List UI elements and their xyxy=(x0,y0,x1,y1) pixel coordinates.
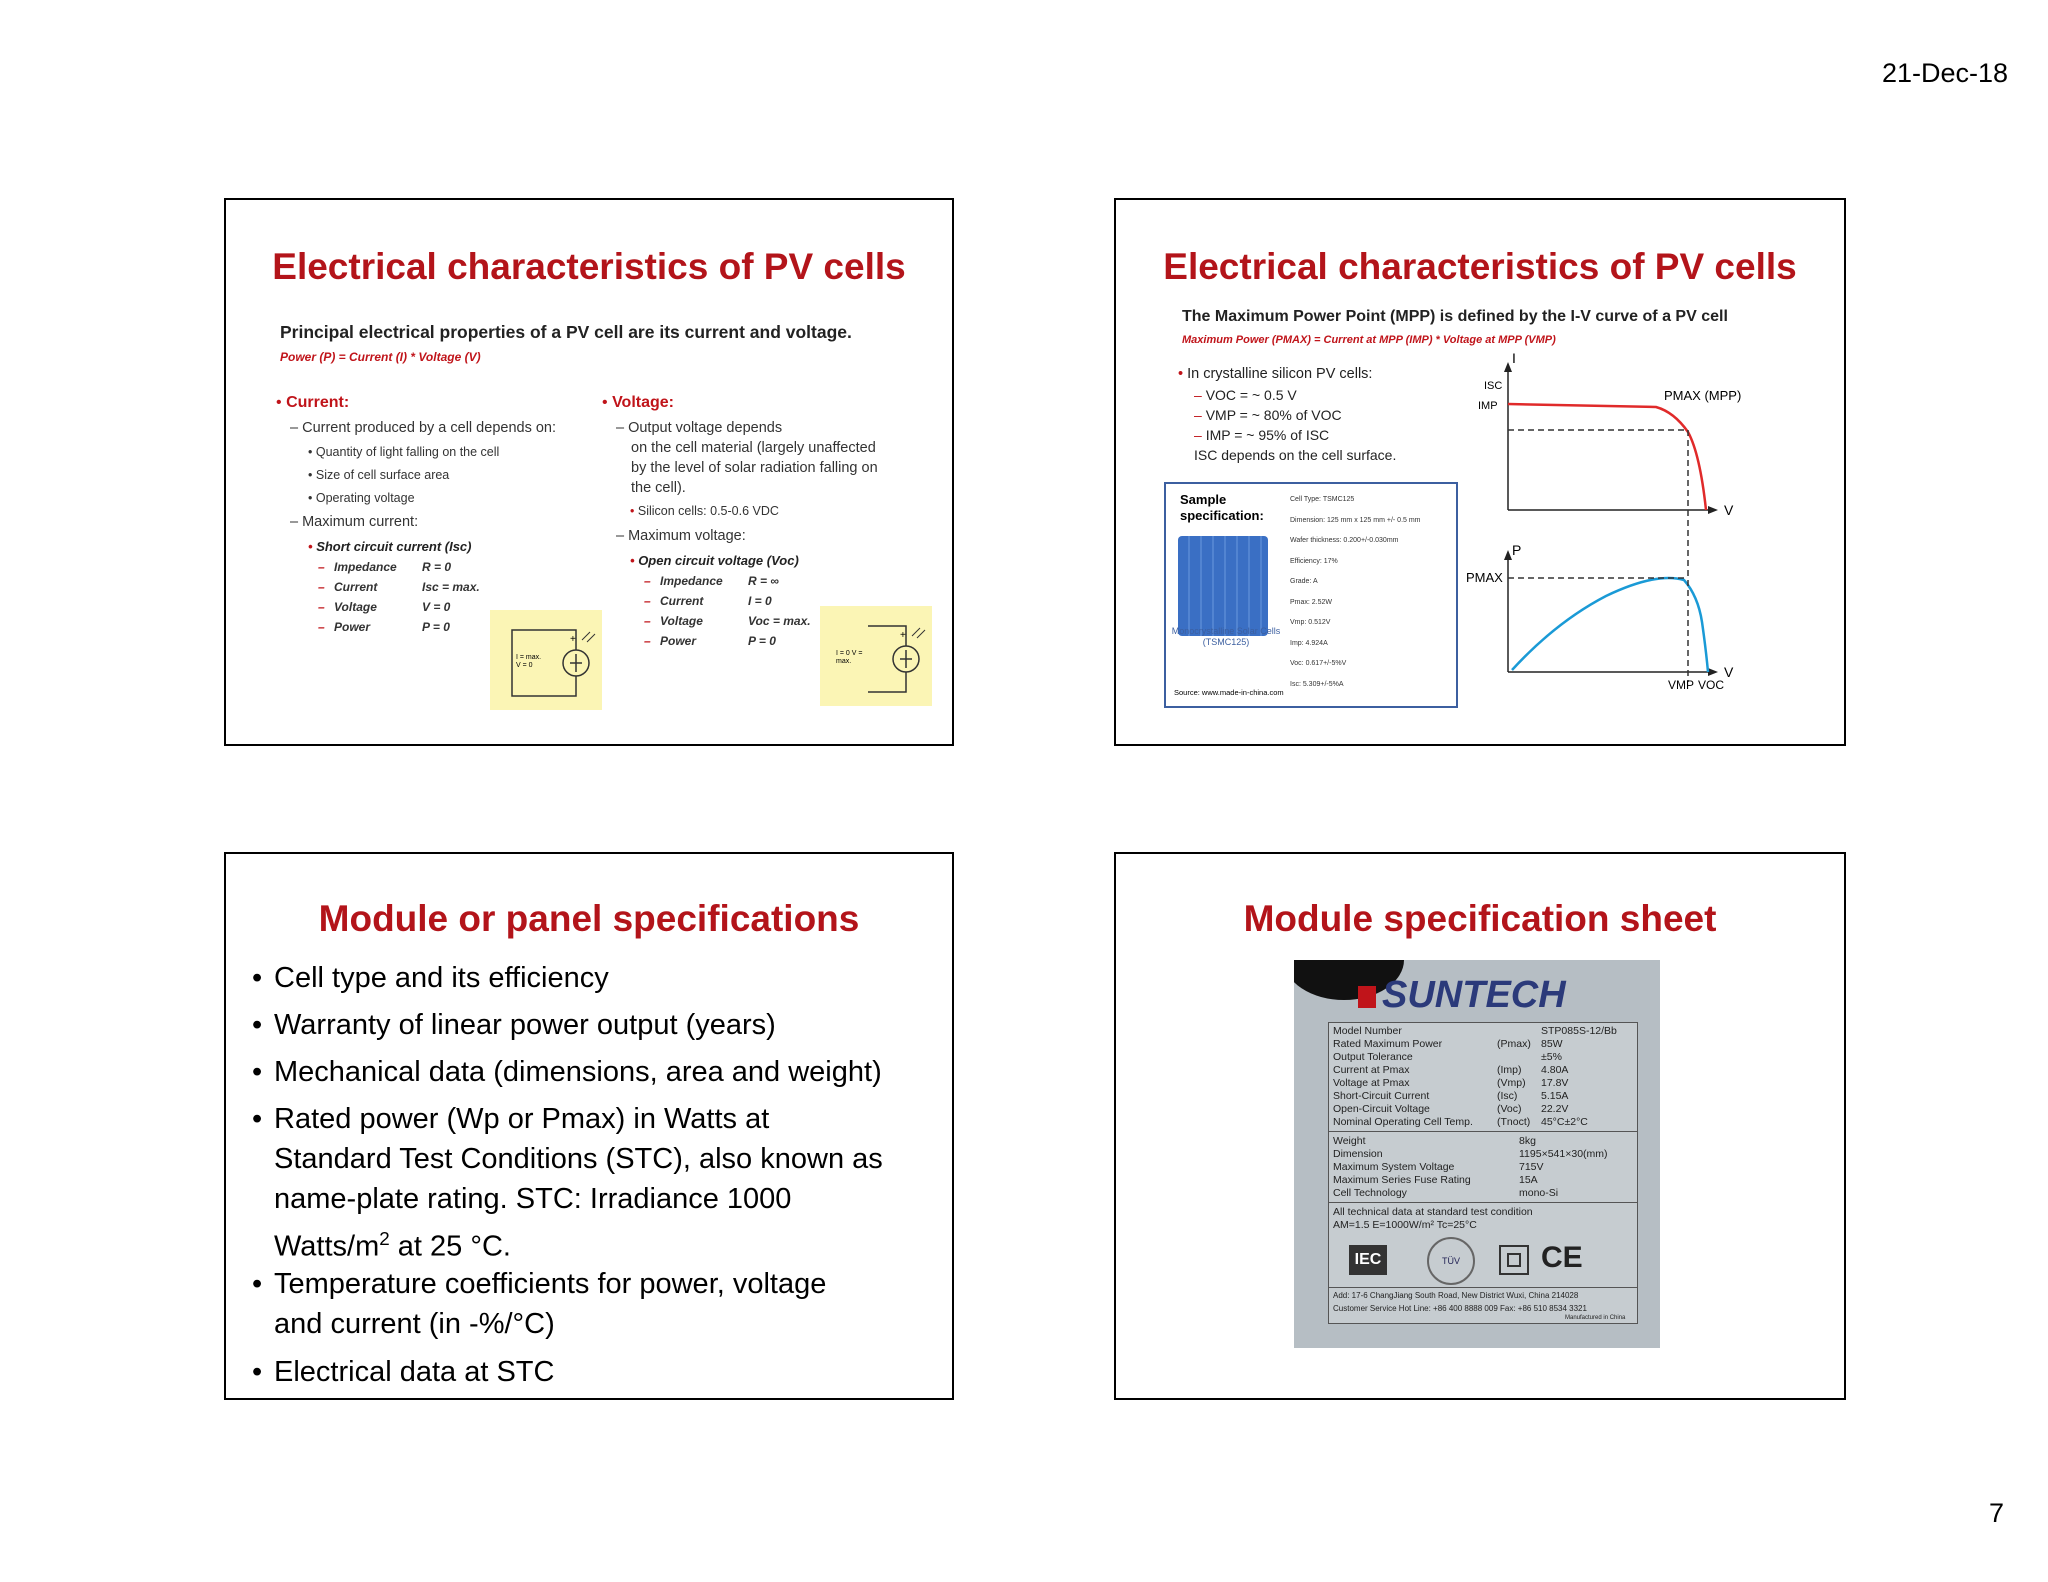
spec-key: Rated Maximum Power xyxy=(1333,1038,1443,1050)
spec-key: Maximum System Voltage xyxy=(1333,1161,1455,1173)
voltage-line: – Output voltage depends xyxy=(616,420,783,436)
spec-source: Source: www.made-in-china.com xyxy=(1174,688,1284,697)
svg-text:+: + xyxy=(570,634,576,645)
spec-symbol: (Tnoct) xyxy=(1497,1116,1531,1128)
spec-line: Grade: A xyxy=(1290,578,1318,585)
row-value: Voc = max. xyxy=(748,614,811,628)
spec-key: Voltage at Pmax xyxy=(1333,1077,1410,1089)
row-value: Isc = max. xyxy=(422,580,480,594)
spec-value: 5.15A xyxy=(1541,1090,1569,1102)
row-value: P = 0 xyxy=(422,620,450,634)
v-axis-label-top: V xyxy=(1724,502,1734,518)
crystalline-bullet: • In crystalline silicon PV cells: xyxy=(1178,366,1373,382)
tuv-seal-icon: TÜV xyxy=(1427,1237,1475,1285)
suntech-logo-icon xyxy=(1358,986,1376,1008)
voc-item: – VOC = ~ 0.5 V xyxy=(1194,387,1297,403)
row-value: R = ∞ xyxy=(748,574,779,588)
row-value: V = 0 xyxy=(422,600,451,614)
spec-line: Pmax: 2.52W xyxy=(1290,598,1333,606)
spec-key: Weight xyxy=(1333,1135,1366,1147)
row-value: P = 0 xyxy=(748,634,776,648)
spec-value: 715V xyxy=(1519,1161,1544,1173)
spec-table xyxy=(1328,1022,1638,1324)
row-key: Power xyxy=(660,634,697,648)
spec-key: Nominal Operating Cell Temp. xyxy=(1333,1116,1473,1128)
divider xyxy=(1329,1131,1637,1132)
suntech-spec-label-photo xyxy=(1294,960,1660,1348)
spec-line: Imp: 4.924A xyxy=(1290,639,1328,647)
row-key: Current xyxy=(660,594,704,608)
temperature-bullet: • Temperature coefficients for power, voltage and current (in -%/°C) xyxy=(252,1268,827,1340)
spec-value: ±5% xyxy=(1541,1051,1562,1063)
voltage-line: on the cell material (largely unaffected xyxy=(631,440,876,456)
current-item: • Operating voltage xyxy=(308,491,415,505)
spec-value: 4.80A xyxy=(1541,1064,1569,1076)
slide-title: Electrical characteristics of PV cells xyxy=(1163,246,1797,287)
stc-line: AM=1.5 E=1000W/m² Tc=25°C xyxy=(1333,1219,1477,1231)
isc-note: ISC depends on the cell surface. xyxy=(1194,447,1397,463)
spec-line: Efficiency: 17% xyxy=(1290,557,1338,565)
slide-module-specifications xyxy=(224,852,954,1400)
slide-module-spec-sheet xyxy=(1114,852,1846,1400)
address-line: Add: 17-6 ChangJiang South Road, New District Wuxi, China 214028 xyxy=(1333,1291,1579,1300)
spec-line: Cell Type: TSMC125 xyxy=(1290,496,1355,503)
divider xyxy=(1329,1287,1637,1288)
spec-value: mono-Si xyxy=(1519,1187,1559,1199)
slide-pv-characteristics-1: Electrical characteristics of PV cells Principal electrical properties of a PV cell are its current and voltage. Power (P) = Current (I) * Voltage (V) • Current: – Current produced by a cell depends on: • Quantity of light falling on the cell • Size of cell surface area • Operating voltage – Maximum current: • Short circuit current (Isc) – Impedance R = 0 – Current Isc = max. – Voltage V = 0 – Power P = 0 + I = max. V = 0 • Voltage: – Output voltage depends on the cell material (largely unaffected by the level of solar radiation falling on the cell). • Silicon cells: 0.5-0.6 VDC – Maximum voltage: • Open circuit voltage (Voc) – Impedance R = ∞ – Current I = 0 – Voltage Voc = max. – Power P = 0 + I = 0 V = max. xyxy=(224,198,954,746)
double-insulation-icon xyxy=(1499,1245,1529,1275)
iv-pv-curves xyxy=(1476,360,1816,710)
circuit-note: I = max. V = 0 xyxy=(516,654,542,669)
spec-key: Model Number xyxy=(1333,1025,1402,1037)
silicon-note: • Silicon cells: 0.5-0.6 VDC xyxy=(630,504,779,518)
spec-line: Dimension: 125 mm x 125 mm +/- 0.5 mm xyxy=(1290,516,1421,524)
spec-symbol: (Vmp) xyxy=(1497,1077,1526,1089)
current-item: • Quantity of light falling on the cell xyxy=(308,445,500,459)
bullet-item: • Mechanical data (dimensions, area and weight) xyxy=(252,1056,882,1088)
bullet-item: • Cell type and its efficiency xyxy=(252,962,609,994)
slide-title: Module or panel specifications xyxy=(318,898,860,939)
vmp-label: VMP xyxy=(1668,678,1695,692)
made-line: Manufactured in China xyxy=(1565,1315,1626,1321)
sample-specification-card xyxy=(1164,482,1458,708)
spec-value: 15A xyxy=(1519,1174,1538,1186)
date-header: 21-Dec-18 xyxy=(1881,58,2008,88)
pmax-mpp-label: PMAX (MPP) xyxy=(1664,388,1742,403)
divider xyxy=(1329,1202,1637,1203)
spec-symbol: (Voc) xyxy=(1497,1103,1522,1115)
voltage-line: by the level of solar radiation falling on xyxy=(631,460,878,476)
short-circuit-diagram xyxy=(490,610,602,710)
power-formula: Power (P) = Current (I) * Voltage (V) xyxy=(280,350,481,364)
rated-power-bullet: • Rated power (Wp or Pmax) in Watts at Standard Test Conditions (STC), also known as name-plate rating. STC: Irradiance 1000 Watts/$m^2$ at 25 °C. xyxy=(252,1103,883,1263)
spec-value: 8kg xyxy=(1519,1135,1536,1147)
ce-mark: CE xyxy=(1541,1241,1583,1274)
solar-cell-image xyxy=(1178,536,1268,636)
spec-symbol: (Pmax) xyxy=(1497,1038,1531,1050)
spec-heading: specification: xyxy=(1180,508,1264,523)
spec-symbol: (Isc) xyxy=(1497,1090,1518,1102)
spec-key: Output Tolerance xyxy=(1333,1051,1413,1063)
open-circuit-label: • Open circuit voltage (Voc) xyxy=(630,553,799,568)
lead-text: Principal electrical properties of a PV cell are its current and voltage. xyxy=(280,322,852,342)
slide-title: Electrical characteristics of PV cells xyxy=(272,246,906,287)
p-axis-label: P xyxy=(1512,542,1522,558)
iv-curve xyxy=(1508,404,1706,510)
row-key: Impedance xyxy=(660,574,723,588)
current-heading: • Current: xyxy=(276,394,350,411)
v-axis-label-bottom: V xyxy=(1724,664,1734,680)
voltage-heading: • Voltage: xyxy=(602,394,674,411)
circuit-note: I = 0 V = max. xyxy=(836,650,863,665)
iec-logo: IEC xyxy=(1349,1245,1387,1275)
pv-curve xyxy=(1512,578,1708,672)
bullet-item: • Electrical data at STC xyxy=(252,1356,555,1388)
spec-value: STP085S-12/Bb xyxy=(1541,1025,1617,1037)
cell-caption: Monocrystalline Solar Cells (TSMC125) xyxy=(1171,626,1281,647)
row-key: Impedance xyxy=(334,560,397,574)
spec-value: 22.2V xyxy=(1541,1103,1569,1115)
pmax-label: PMAX xyxy=(1466,570,1503,585)
stc-line: All technical data at standard test condition xyxy=(1333,1206,1533,1218)
short-circuit-label: • Short circuit current (Isc) xyxy=(308,539,472,554)
spec-value: 1195×541×30(mm) xyxy=(1519,1148,1608,1160)
spec-line: Vmp: 0.512V xyxy=(1290,619,1331,626)
spec-key: Current at Pmax xyxy=(1333,1064,1410,1076)
row-key: Voltage xyxy=(660,614,703,628)
spec-value: 17.8V xyxy=(1541,1077,1569,1089)
max-current: – Maximum current: xyxy=(290,514,419,530)
row-key: Voltage xyxy=(334,600,377,614)
brand-name: SUNTECH xyxy=(1382,974,1566,1016)
spec-key: Short-Circuit Current xyxy=(1333,1090,1430,1102)
spec-key: Cell Technology xyxy=(1333,1187,1407,1199)
spec-line: Wafer thickness: 0.200+/-0.030mm xyxy=(1290,537,1399,544)
slide-title: Module specification sheet xyxy=(1243,898,1717,939)
current-line: – Current produced by a cell depends on: xyxy=(290,420,557,436)
svg-text:+: + xyxy=(900,630,906,641)
vmp-item: – VMP = ~ 80% of VOC xyxy=(1194,407,1342,423)
bullet-item: • Warranty of linear power output (years) xyxy=(252,1009,776,1041)
open-circuit-diagram xyxy=(820,606,932,706)
spec-lines xyxy=(1290,490,1421,695)
voc-label: VOC xyxy=(1698,678,1725,692)
spec-key: Open-Circuit Voltage xyxy=(1333,1103,1430,1115)
spec-value: 45°C±2°C xyxy=(1541,1116,1588,1128)
row-key: Current xyxy=(334,580,378,594)
voltage-line: the cell). xyxy=(631,480,686,496)
page-number: 7 xyxy=(1988,1498,2004,1528)
lead-text: The Maximum Power Point (MPP) is defined by the I-V curve of a PV cell xyxy=(1182,308,1728,325)
spec-key: Maximum Series Fuse Rating xyxy=(1333,1174,1471,1186)
current-item: • Size of cell surface area xyxy=(308,468,450,482)
isc-label: ISC xyxy=(1484,380,1503,392)
imp-item: – IMP = ~ 95% of ISC xyxy=(1194,427,1330,443)
imp-label: IMP xyxy=(1478,400,1498,412)
row-key: Power xyxy=(334,620,371,634)
max-voltage: – Maximum voltage: xyxy=(616,528,746,544)
mpp-formula: Maximum Power (PMAX) = Current at MPP (IMP) * Voltage at MPP (VMP) xyxy=(1182,334,1556,346)
service-line: Customer Service Hot Line: +86 400 8888 009 Fax: +86 510 8534 3321 xyxy=(1333,1304,1587,1313)
spec-key: Dimension xyxy=(1333,1148,1383,1160)
row-value: I = 0 xyxy=(748,594,772,608)
spec-heading: Sample xyxy=(1180,492,1227,507)
spec-line: Voc: 0.617+/-5%V xyxy=(1290,660,1347,667)
row-value: R = 0 xyxy=(422,560,452,574)
spec-value: 85W xyxy=(1541,1038,1563,1050)
spec-line: Isc: 5.309+/-5%A xyxy=(1290,680,1344,688)
i-axis-label: I xyxy=(1512,350,1516,366)
spec-symbol: (Imp) xyxy=(1497,1064,1522,1076)
slide-pv-characteristics-2 xyxy=(1114,198,1846,746)
